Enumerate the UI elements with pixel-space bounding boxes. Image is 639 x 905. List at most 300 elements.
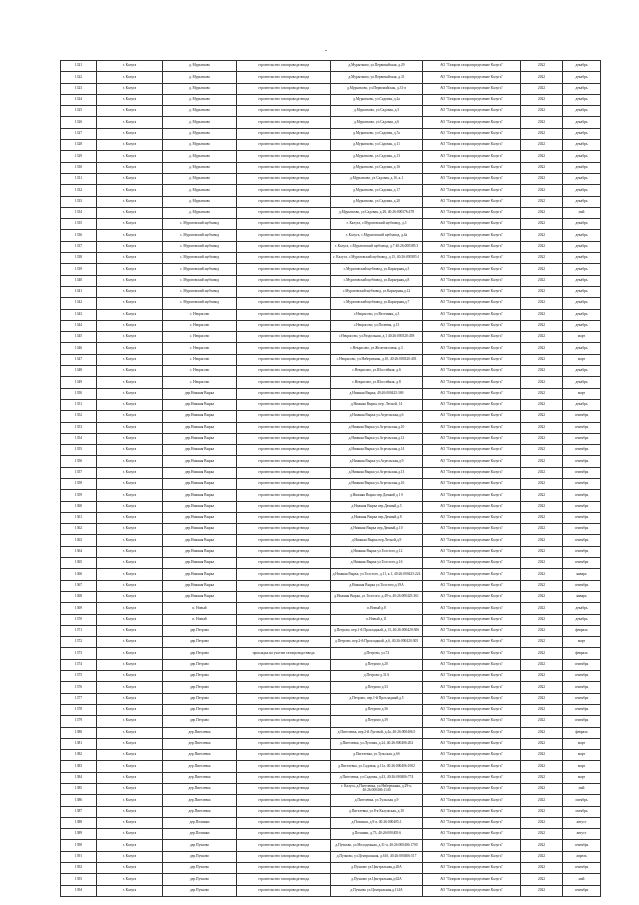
month-cell: сентябрь bbox=[563, 546, 601, 557]
table-row bbox=[61, 422, 601, 433]
settlement-cell: с. Муратовский щебзавод bbox=[163, 241, 237, 252]
work-type-cell: строительство газопровода-ввода bbox=[237, 524, 331, 535]
year-cell: 2022 bbox=[521, 456, 563, 467]
settlement-cell: д. Мурытково bbox=[163, 72, 237, 83]
work-type-cell: строительство газопровода-ввода bbox=[237, 693, 331, 704]
year-cell: 2022 bbox=[521, 422, 563, 433]
organization-cell: АО "Газпром газораспределение Калуга" bbox=[423, 817, 521, 828]
year-cell: 2022 bbox=[521, 671, 563, 682]
city-cell: г. Калуга bbox=[97, 445, 163, 456]
table-row bbox=[61, 772, 601, 783]
work-type-cell: прокладка на участке газопровода-ввода bbox=[237, 648, 331, 659]
month-cell: февраль bbox=[563, 625, 601, 636]
city-cell: г. Калуга bbox=[97, 614, 163, 625]
city-cell: г. Калуга bbox=[97, 230, 163, 241]
row-number: 1351 bbox=[61, 399, 97, 410]
table-row bbox=[61, 151, 601, 162]
settlement-cell: с. Некрасово bbox=[163, 332, 237, 343]
table-row bbox=[61, 162, 601, 173]
month-cell: декабрь bbox=[563, 140, 601, 151]
page-mark bbox=[325, 50, 327, 51]
city-cell: г. Калуга bbox=[97, 829, 163, 840]
row-number: 1342 bbox=[61, 298, 97, 309]
organization-cell: АО "Газпром газораспределение Калуга" bbox=[423, 286, 521, 297]
city-cell: г. Калуга bbox=[97, 885, 163, 896]
settlement-cell: д. Мурытково bbox=[163, 117, 237, 128]
city-cell: г. Калуга bbox=[97, 151, 163, 162]
month-cell: сентябрь bbox=[563, 580, 601, 591]
city-cell: г. Калуга bbox=[97, 332, 163, 343]
row-number: 1371 bbox=[61, 625, 97, 636]
table-row bbox=[61, 829, 601, 840]
year-cell: 2022 bbox=[521, 467, 563, 478]
work-type-cell: строительство газопровода-ввода bbox=[237, 625, 331, 636]
table-row bbox=[61, 230, 601, 241]
city-cell: г. Калуга bbox=[97, 196, 163, 207]
address-cell: д.Починки, д.9-а, 40:26:000405:1 bbox=[331, 817, 423, 828]
work-type-cell: строительство газопровода-ввода bbox=[237, 716, 331, 727]
month-cell: сентябрь bbox=[563, 411, 601, 422]
table-row bbox=[61, 806, 601, 817]
address-cell: д.Нижняя Вырка пер.Дачный,д.8 bbox=[331, 512, 423, 523]
month-cell: декабрь bbox=[563, 603, 601, 614]
year-cell: 2022 bbox=[521, 72, 563, 83]
year-cell: 2022 bbox=[521, 772, 563, 783]
month-cell: декабрь bbox=[563, 320, 601, 331]
table-row bbox=[61, 885, 601, 896]
row-number: 1356 bbox=[61, 456, 97, 467]
city-cell: г. Калуга bbox=[97, 117, 163, 128]
settlement-cell: дер.Нижняя Вырка bbox=[163, 580, 237, 591]
organization-cell: АО "Газпром газораспределение Калуга" bbox=[423, 704, 521, 715]
settlement-cell: д. Мурытково bbox=[163, 128, 237, 139]
work-type-cell: строительство газопровода-ввода bbox=[237, 173, 331, 184]
month-cell: декабрь bbox=[563, 241, 601, 252]
table-row bbox=[61, 467, 601, 478]
year-cell: 2022 bbox=[521, 151, 563, 162]
month-cell: август bbox=[563, 829, 601, 840]
city-cell: г. Калуга bbox=[97, 185, 163, 196]
city-cell: г. Калуга bbox=[97, 478, 163, 489]
row-number: 1323 bbox=[61, 83, 97, 94]
work-type-cell: строительство газопровода-ввода bbox=[237, 784, 331, 795]
organization-cell: АО "Газпром газораспределение Калуга" bbox=[423, 671, 521, 682]
address-cell: д.Нижняя Вырка, 40:26:000425:369 bbox=[331, 388, 423, 399]
month-cell: декабрь bbox=[563, 196, 601, 207]
organization-cell: АО "Газпром газораспределение Калуга" bbox=[423, 343, 521, 354]
month-cell: декабрь bbox=[563, 94, 601, 105]
table-row bbox=[61, 366, 601, 377]
month-cell: март bbox=[563, 750, 601, 761]
row-number: 1326 bbox=[61, 117, 97, 128]
work-type-cell: строительство газопровода-ввода bbox=[237, 117, 331, 128]
year-cell: 2022 bbox=[521, 591, 563, 602]
city-cell: г. Калуга bbox=[97, 72, 163, 83]
settlement-cell: дер.Нижняя Вырка bbox=[163, 388, 237, 399]
table-row bbox=[61, 445, 601, 456]
month-cell: май bbox=[563, 784, 601, 795]
table-row bbox=[61, 501, 601, 512]
address-cell: с.Муратовский щебзавод, ул.Карьерная,д.12 bbox=[331, 286, 423, 297]
year-cell: 2022 bbox=[521, 445, 563, 456]
organization-cell: АО "Газпром газораспределение Калуга" bbox=[423, 309, 521, 320]
city-cell: г. Калуга bbox=[97, 501, 163, 512]
city-cell: г. Калуга bbox=[97, 354, 163, 365]
work-type-cell: строительство газопровода-ввода bbox=[237, 72, 331, 83]
year-cell: 2022 bbox=[521, 524, 563, 535]
work-type-cell: строительство газопровода-ввода bbox=[237, 512, 331, 523]
table-row bbox=[61, 863, 601, 874]
settlement-cell: дер.Нижняя Вырка bbox=[163, 399, 237, 410]
row-number: 1364 bbox=[61, 546, 97, 557]
address-cell: д.Пигелевка, ул.Садовая, д.11а, 40:26:000406:1002 bbox=[331, 761, 423, 772]
settlement-cell: с. Муратовский щебзавод bbox=[163, 230, 237, 241]
year-cell: 2022 bbox=[521, 874, 563, 885]
organization-cell: АО "Газпром газораспределение Калуга" bbox=[423, 659, 521, 670]
row-number: 1324 bbox=[61, 94, 97, 105]
work-type-cell: строительство газопровода-ввода bbox=[237, 445, 331, 456]
work-type-cell: строительство газопровода-ввода bbox=[237, 230, 331, 241]
work-type-cell: строительство газопровода-ввода bbox=[237, 207, 331, 218]
month-cell: сентябрь bbox=[563, 512, 601, 523]
settlement-cell: дер.Нижняя Вырка bbox=[163, 535, 237, 546]
organization-cell: АО "Газпром газораспределение Калуга" bbox=[423, 219, 521, 230]
work-type-cell: строительство газопровода-ввода bbox=[237, 829, 331, 840]
work-type-cell: строительство газопровода-ввода bbox=[237, 253, 331, 264]
city-cell: г. Калуга bbox=[97, 625, 163, 636]
organization-cell: АО "Газпром газораспределение Калуга" bbox=[423, 546, 521, 557]
organization-cell: АО "Газпром газораспределение Калуга" bbox=[423, 94, 521, 105]
row-number: 1352 bbox=[61, 411, 97, 422]
settlement-cell: дер.Петрово bbox=[163, 693, 237, 704]
organization-cell: АО "Газпром газораспределение Калуга" bbox=[423, 230, 521, 241]
table-row bbox=[61, 106, 601, 117]
year-cell: 2022 bbox=[521, 253, 563, 264]
work-type-cell: строительство газопровода-ввода bbox=[237, 795, 331, 806]
table-row bbox=[61, 558, 601, 569]
table-row bbox=[61, 196, 601, 207]
city-cell: г. Калуга bbox=[97, 648, 163, 659]
row-number: 1350 bbox=[61, 388, 97, 399]
work-type-cell: строительство газопровода-ввода bbox=[237, 264, 331, 275]
table-row bbox=[61, 388, 601, 399]
address-cell: д.Пигелевка, ул.Луговая, д.24, 40:26:000406:202 bbox=[331, 738, 423, 749]
row-number: 1380 bbox=[61, 727, 97, 738]
row-number: 1338 bbox=[61, 253, 97, 264]
table-row bbox=[61, 456, 601, 467]
month-cell: сентябрь bbox=[563, 671, 601, 682]
year-cell: 2022 bbox=[521, 580, 563, 591]
table-body bbox=[61, 61, 601, 897]
work-type-cell: строительство газопровода-ввода bbox=[237, 704, 331, 715]
month-cell: сентябрь bbox=[563, 535, 601, 546]
month-cell: апрель bbox=[563, 851, 601, 862]
address-cell: с.Некрасово, ул.Весенняя, д.3 bbox=[331, 309, 423, 320]
month-cell: декабрь bbox=[563, 614, 601, 625]
table-row bbox=[61, 343, 601, 354]
row-number: 1368 bbox=[61, 591, 97, 602]
month-cell: декабрь bbox=[563, 83, 601, 94]
row-number: 1345 bbox=[61, 332, 97, 343]
table-row bbox=[61, 795, 601, 806]
work-type-cell: строительство газопровода-ввода bbox=[237, 275, 331, 286]
table-row bbox=[61, 659, 601, 670]
address-cell: д.Пигелевка, ул.Садовая, д.43, 40:26:000406:774 bbox=[331, 772, 423, 783]
row-number: 1386 bbox=[61, 795, 97, 806]
address-cell: д.Мурытково, ул.Садовая, д.7а bbox=[331, 128, 423, 139]
row-number: 1372 bbox=[61, 637, 97, 648]
organization-cell: АО "Газпром газораспределение Калуга" bbox=[423, 275, 521, 286]
organization-cell: АО "Газпром газораспределение Калуга" bbox=[423, 207, 521, 218]
year-cell: 2022 bbox=[521, 784, 563, 795]
organization-cell: АО "Газпром газораспределение Калуга" bbox=[423, 422, 521, 433]
table-row bbox=[61, 253, 601, 264]
organization-cell: АО "Газпром газораспределение Калуга" bbox=[423, 863, 521, 874]
city-cell: г. Калуга bbox=[97, 874, 163, 885]
address-cell: д.Пучково ул.Центральная,д.114А bbox=[331, 885, 423, 896]
work-type-cell: строительство газопровода-ввода bbox=[237, 761, 331, 772]
table-row bbox=[61, 682, 601, 693]
city-cell: г. Калуга bbox=[97, 399, 163, 410]
address-cell: г. Калуга, с.Муратовский щебзавод, д.7 40:26:000385:3 bbox=[331, 241, 423, 252]
year-cell: 2022 bbox=[521, 727, 563, 738]
table-row bbox=[61, 693, 601, 704]
row-number: 1333 bbox=[61, 196, 97, 207]
table-row bbox=[61, 874, 601, 885]
row-number: 1365 bbox=[61, 558, 97, 569]
city-cell: г. Калуга bbox=[97, 253, 163, 264]
month-cell: декабрь bbox=[563, 72, 601, 83]
settlement-cell: д. Мурытково bbox=[163, 173, 237, 184]
address-cell: д.Мурытково, ул.Первомайская, д.31 bbox=[331, 72, 423, 83]
city-cell: г. Калуга bbox=[97, 467, 163, 478]
year-cell: 2022 bbox=[521, 388, 563, 399]
settlement-cell: с. Муратовский щебзавод bbox=[163, 286, 237, 297]
year-cell: 2022 bbox=[521, 83, 563, 94]
city-cell: г. Калуга bbox=[97, 490, 163, 501]
address-cell: д.Мурытково, ул.Садовая, д.16, к.1 bbox=[331, 173, 423, 184]
month-cell: декабрь bbox=[563, 399, 601, 410]
address-cell: д.Нижняя Вырка ул.Агрельская,д.10 bbox=[331, 422, 423, 433]
city-cell: г. Калуга bbox=[97, 140, 163, 151]
row-number: 1385 bbox=[61, 784, 97, 795]
table-row bbox=[61, 128, 601, 139]
settlement-cell: дер.Пучково bbox=[163, 863, 237, 874]
work-type-cell: строительство газопровода-ввода bbox=[237, 874, 331, 885]
organization-cell: АО "Газпром газораспределение Калуга" bbox=[423, 366, 521, 377]
settlement-cell: д. Мурытково bbox=[163, 106, 237, 117]
row-number: 1391 bbox=[61, 851, 97, 862]
city-cell: г. Калуга bbox=[97, 535, 163, 546]
address-cell: д.Мурытково, ул.Первомайская, д.29 bbox=[331, 61, 423, 72]
address-cell: д.Нижняя Вырка ул.Агрельская,д.13 bbox=[331, 467, 423, 478]
city-cell: г. Калуга bbox=[97, 366, 163, 377]
address-cell: с.Некрасово, ул.Полевая, д.13 bbox=[331, 320, 423, 331]
organization-cell: АО "Газпром газораспределение Калуга" bbox=[423, 106, 521, 117]
settlement-cell: дер.Нижняя Вырка bbox=[163, 467, 237, 478]
address-cell: д.Мурытково, ул.Садовая, д.13 bbox=[331, 151, 423, 162]
row-number: 1373 bbox=[61, 648, 97, 659]
settlement-cell: дер.Петрово bbox=[163, 637, 237, 648]
address-cell: д.Мурытково, ул.Садовая, д.11 bbox=[331, 140, 423, 151]
address-cell: д.Петрово д.39 bbox=[331, 716, 423, 727]
city-cell: г. Калуга bbox=[97, 795, 163, 806]
year-cell: 2022 bbox=[521, 162, 563, 173]
month-cell: сентябрь bbox=[563, 558, 601, 569]
month-cell: декабрь bbox=[563, 230, 601, 241]
work-type-cell: строительство газопровода-ввода bbox=[237, 411, 331, 422]
year-cell: 2022 bbox=[521, 309, 563, 320]
table-row bbox=[61, 332, 601, 343]
address-cell: с.Некрасово, ул.Шоссейная, д.6 bbox=[331, 366, 423, 377]
table-row bbox=[61, 219, 601, 230]
organization-cell: АО "Газпром газораспределение Калуга" bbox=[423, 806, 521, 817]
work-type-cell: строительство газопровода-ввода bbox=[237, 354, 331, 365]
address-cell: д.Мурытково, ул.Садовая, д.3 bbox=[331, 106, 423, 117]
organization-cell: АО "Газпром газораспределение Калуга" bbox=[423, 885, 521, 896]
row-number: 1387 bbox=[61, 806, 97, 817]
month-cell: декабрь bbox=[563, 106, 601, 117]
year-cell: 2022 bbox=[521, 411, 563, 422]
city-cell: г. Калуга bbox=[97, 411, 163, 422]
work-type-cell: строительство газопровода-ввода bbox=[237, 151, 331, 162]
city-cell: г. Калуга bbox=[97, 106, 163, 117]
row-number: 1354 bbox=[61, 433, 97, 444]
organization-cell: АО "Газпром газораспределение Калуга" bbox=[423, 512, 521, 523]
organization-cell: АО "Газпром газораспределение Калуга" bbox=[423, 625, 521, 636]
year-cell: 2022 bbox=[521, 298, 563, 309]
address-cell: д.Петрово, пер.1-й Прохладный,д.5 bbox=[331, 693, 423, 704]
settlement-cell: дер.Пучково bbox=[163, 851, 237, 862]
table-row bbox=[61, 840, 601, 851]
organization-cell: АО "Газпром газораспределение Калуга" bbox=[423, 603, 521, 614]
table-row bbox=[61, 241, 601, 252]
row-number: 1328 bbox=[61, 140, 97, 151]
row-number: 1359 bbox=[61, 490, 97, 501]
organization-cell: АО "Газпром газораспределение Калуга" bbox=[423, 501, 521, 512]
row-number: 1348 bbox=[61, 366, 97, 377]
table-row bbox=[61, 309, 601, 320]
row-number: 1366 bbox=[61, 569, 97, 580]
settlement-cell: с. Муратовский щебзавод bbox=[163, 219, 237, 230]
month-cell: май bbox=[563, 874, 601, 885]
organization-cell: АО "Газпром газораспределение Калуга" bbox=[423, 377, 521, 388]
month-cell: январь bbox=[563, 591, 601, 602]
organization-cell: АО "Газпром газораспределение Калуга" bbox=[423, 173, 521, 184]
address-cell: д.Пучково ул.Центральная,д.62А bbox=[331, 874, 423, 885]
work-type-cell: строительство газопровода-ввода bbox=[237, 501, 331, 512]
settlement-cell: дер.Нижняя Вырка bbox=[163, 411, 237, 422]
table-row bbox=[61, 433, 601, 444]
month-cell: март bbox=[563, 388, 601, 399]
table-row bbox=[61, 185, 601, 196]
organization-cell: АО "Газпром газораспределение Калуга" bbox=[423, 614, 521, 625]
year-cell: 2022 bbox=[521, 433, 563, 444]
year-cell: 2022 bbox=[521, 117, 563, 128]
year-cell: 2022 bbox=[521, 659, 563, 670]
address-cell: д.Нижняя Вырка ул.Агрельская,д.6 bbox=[331, 411, 423, 422]
settlement-cell: д. Мурытково bbox=[163, 61, 237, 72]
settlement-cell: дер.Пигелевка bbox=[163, 727, 237, 738]
address-cell: с.Некрасово, ул.Железистовая, д.3 bbox=[331, 343, 423, 354]
city-cell: г. Калуга bbox=[97, 173, 163, 184]
settlement-cell: дер.Нижняя Вырка bbox=[163, 478, 237, 489]
settlement-cell: дер.Петрово bbox=[163, 648, 237, 659]
address-cell: д.Нижняя Вырка ул.Агрельская,д.14 bbox=[331, 445, 423, 456]
work-type-cell: строительство газопровода-ввода bbox=[237, 61, 331, 72]
settlement-cell: дер.Петрово bbox=[163, 716, 237, 727]
table-row bbox=[61, 61, 601, 72]
settlement-cell: д. Мурытково bbox=[163, 185, 237, 196]
organization-cell: АО "Газпром газораспределение Калуга" bbox=[423, 433, 521, 444]
month-cell: сентябрь bbox=[563, 478, 601, 489]
row-number: 1390 bbox=[61, 840, 97, 851]
row-number: 1392 bbox=[61, 863, 97, 874]
organization-cell: АО "Газпром газораспределение Калуга" bbox=[423, 332, 521, 343]
work-type-cell: строительство газопровода-ввода bbox=[237, 558, 331, 569]
address-cell: д.Петрово д.20 bbox=[331, 659, 423, 670]
year-cell: 2022 bbox=[521, 320, 563, 331]
table-row bbox=[61, 738, 601, 749]
row-number: 1389 bbox=[61, 829, 97, 840]
settlement-cell: дер.Пучково bbox=[163, 874, 237, 885]
settlement-cell: д. Мурытково bbox=[163, 140, 237, 151]
address-cell: д.Нижняя Вырка пер.Лесной,д.9 bbox=[331, 535, 423, 546]
settlement-cell: дер.Нижняя Вырка bbox=[163, 433, 237, 444]
work-type-cell: строительство газопровода-ввода bbox=[237, 399, 331, 410]
year-cell: 2022 bbox=[521, 196, 563, 207]
row-number: 1367 bbox=[61, 580, 97, 591]
settlement-cell: дер.Пигелевка bbox=[163, 772, 237, 783]
month-cell: январь bbox=[563, 569, 601, 580]
city-cell: г. Калуга bbox=[97, 207, 163, 218]
address-cell: д.Петрово, пер.2-й Прохладный, д.6, 40:26:000420:305 bbox=[331, 637, 423, 648]
table-row bbox=[61, 275, 601, 286]
address-cell: д.Петрово, ул.72 bbox=[331, 648, 423, 659]
work-type-cell: строительство газопровода-ввода bbox=[237, 94, 331, 105]
work-type-cell: строительство газопровода-ввода bbox=[237, 309, 331, 320]
address-cell: д.Нижняя Вырка ул.Агрельская,д.9 bbox=[331, 456, 423, 467]
city-cell: г. Калуга bbox=[97, 693, 163, 704]
settlement-cell: с. Некрасово bbox=[163, 309, 237, 320]
row-number: 1378 bbox=[61, 704, 97, 715]
settlement-cell: с. Некрасово bbox=[163, 343, 237, 354]
year-cell: 2022 bbox=[521, 219, 563, 230]
row-number: 1340 bbox=[61, 275, 97, 286]
row-number: 1325 bbox=[61, 106, 97, 117]
table-row bbox=[61, 354, 601, 365]
settlement-cell: дер.Петрово bbox=[163, 704, 237, 715]
year-cell: 2022 bbox=[521, 230, 563, 241]
city-cell: г. Калуга bbox=[97, 682, 163, 693]
year-cell: 2022 bbox=[521, 399, 563, 410]
work-type-cell: строительство газопровода-ввода bbox=[237, 659, 331, 670]
year-cell: 2022 bbox=[521, 264, 563, 275]
month-cell: сентябрь bbox=[563, 524, 601, 535]
city-cell: г. Калуга bbox=[97, 546, 163, 557]
month-cell: март bbox=[563, 761, 601, 772]
organization-cell: АО "Газпром газораспределение Калуга" bbox=[423, 569, 521, 580]
settlement-cell: дер.Петрово bbox=[163, 625, 237, 636]
settlement-cell: дер.Пигелевка bbox=[163, 750, 237, 761]
settlement-cell: дер.Пучково bbox=[163, 840, 237, 851]
settlement-cell: с. Муратовский щебзавод bbox=[163, 264, 237, 275]
settlement-cell: д. Мурытково bbox=[163, 94, 237, 105]
table-row bbox=[61, 750, 601, 761]
year-cell: 2022 bbox=[521, 693, 563, 704]
year-cell: 2022 bbox=[521, 806, 563, 817]
organization-cell: АО "Газпром газораспределение Калуга" bbox=[423, 558, 521, 569]
